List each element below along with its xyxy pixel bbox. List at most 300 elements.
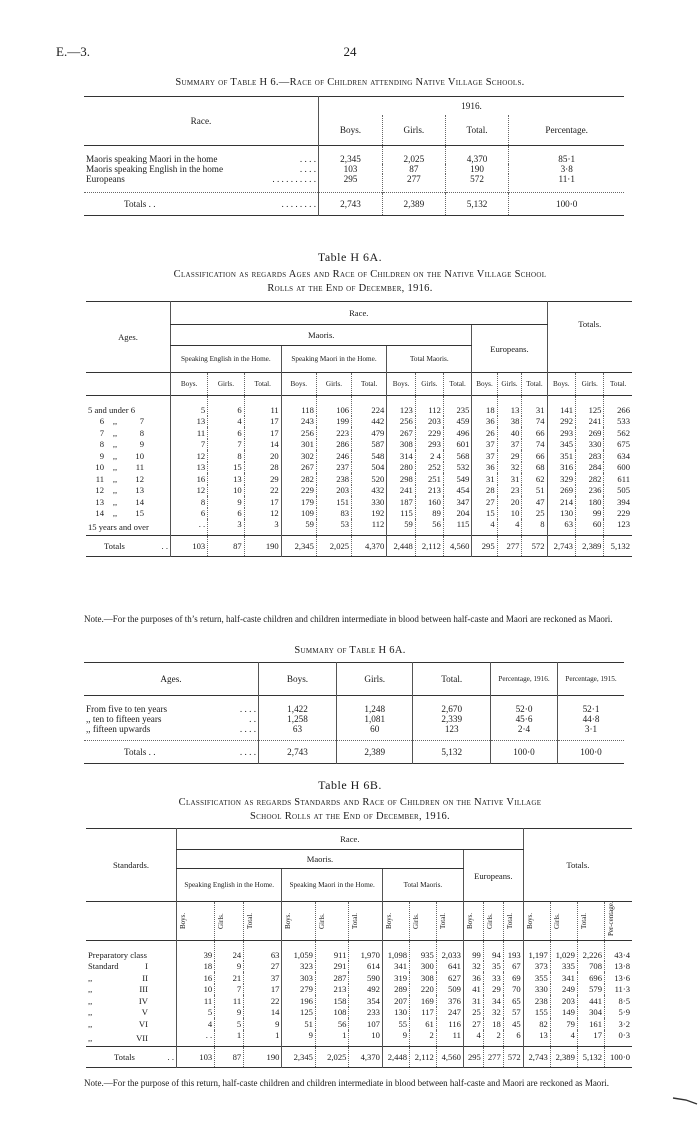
margin-mark-icon xyxy=(672,1094,698,1106)
table-row xyxy=(86,473,632,485)
table-cell: 532 xyxy=(443,462,471,474)
t4-caption-line2: School Rolls at the End of December, 1916. xyxy=(250,811,450,822)
table-cell: 9 xyxy=(215,1007,244,1019)
table-cell: 308 xyxy=(387,439,415,451)
t2-speak-english-header: Speaking English in the Home. xyxy=(171,346,282,373)
table-cell: 13 xyxy=(523,1030,550,1047)
t2-maoris-header: Maoris. xyxy=(171,325,472,346)
table-cell: 373 xyxy=(523,961,550,973)
table-cell: 193 xyxy=(503,941,523,961)
table-cell: 269 xyxy=(547,485,575,497)
table-cell: 51 xyxy=(282,1018,316,1030)
table-cell: 283 xyxy=(575,450,603,462)
table-cell: 611 xyxy=(604,473,632,485)
table-cell: 18 xyxy=(472,396,497,416)
table-cell: 82 xyxy=(523,1018,550,1030)
table-cell: 59 xyxy=(281,519,316,536)
table-cell: 298 xyxy=(387,473,415,485)
table-cell: 6 xyxy=(171,508,208,520)
table-cell: 32 xyxy=(463,961,483,973)
table-cell: 17 xyxy=(244,427,281,439)
t4-europeans-header: Europeans. xyxy=(463,850,523,902)
table-cell: 496 xyxy=(443,427,471,439)
row-label: 6 ,, 7 xyxy=(99,416,144,427)
table-cell: 267 xyxy=(387,427,415,439)
table-cell: 282 xyxy=(575,473,603,485)
table-cell: 1,970 xyxy=(349,941,383,961)
table-cell: 22 xyxy=(244,995,282,1007)
table-cell: 459 xyxy=(443,416,471,428)
t4-totals-header: Totals. xyxy=(523,829,632,902)
table-cell: 13 xyxy=(208,473,244,485)
table-cell: 29 xyxy=(483,984,503,996)
table-cell: 192 xyxy=(352,508,387,520)
table-cell: 214 xyxy=(547,496,575,508)
table-cell: 319 xyxy=(382,972,409,984)
table-cell: 16 xyxy=(177,972,215,984)
table-cell: 220 xyxy=(410,984,437,996)
table-cell: 238 xyxy=(316,473,351,485)
table-cell: 548 xyxy=(352,450,387,462)
row-label: 10 ,, 11 xyxy=(95,462,144,473)
table-cell: 351 xyxy=(547,450,575,462)
table-cell: 9 xyxy=(244,1018,282,1030)
table-cell: 303 xyxy=(282,972,316,984)
table-cell: 203 xyxy=(550,995,577,1007)
table-cell: 125 xyxy=(575,396,603,416)
table-cell: 708 xyxy=(577,961,604,973)
table-cell: 267 xyxy=(281,462,316,474)
table-cell: 269 xyxy=(575,427,603,439)
table-cell: 249 xyxy=(550,984,577,996)
table-cell: 63 xyxy=(547,519,575,536)
row-label: 5 and under 6 xyxy=(88,404,136,415)
table-cell: 9 xyxy=(208,496,244,508)
table-cell: 614 xyxy=(349,961,383,973)
table-cell: 229 xyxy=(281,485,316,497)
table-cell: 634 xyxy=(604,450,632,462)
table-cell: 509 xyxy=(436,984,463,996)
table-cell: 533 xyxy=(604,416,632,428)
table-cell: 279 xyxy=(282,984,316,996)
t4-total-maoris-header: Total Maoris. xyxy=(382,869,463,902)
table-cell: 291 xyxy=(315,961,349,973)
table-cell: 38 xyxy=(497,416,522,428)
t4-subheader-row: Boys. Girls. Total. Boys. Girls. Total. Boys. Girls. Total. Boys. Girls. Total. Boys. Girls. Total. Per-centage. xyxy=(86,902,632,941)
table-cell: 57 xyxy=(503,1007,523,1019)
table-cell: 911 xyxy=(315,941,349,961)
table-cell: 32 xyxy=(483,1007,503,1019)
table-cell: 354 xyxy=(349,995,383,1007)
table-cell: 1 xyxy=(315,1030,349,1047)
row-label: ,, V xyxy=(88,1007,148,1018)
table-cell: 6 xyxy=(208,427,244,439)
table-cell: 18 xyxy=(177,961,215,973)
row-label: ,, II xyxy=(88,972,148,983)
table-cell: 66 xyxy=(522,427,547,439)
table-cell: 4 xyxy=(497,519,522,536)
table-cell: 204 xyxy=(443,508,471,520)
row-label: 15 years and over xyxy=(88,522,149,532)
table-cell: 14 xyxy=(244,439,281,451)
t2-note: Note.—For the purposes of th’s return, half-caste children and children intermediate in blood between half-caste and Maori are reckoned as Maori. xyxy=(84,614,613,624)
table-cell: 8 xyxy=(171,496,208,508)
table-cell: 29 xyxy=(497,450,522,462)
table-cell: 520 xyxy=(352,473,387,485)
t2-total-maoris-header: Total Maoris. xyxy=(387,346,472,373)
table-cell: 0·3 xyxy=(605,1030,632,1047)
row-label: Preparatory class xyxy=(88,949,147,960)
table-cell: 330 xyxy=(523,984,550,996)
table-cell: 441 xyxy=(577,995,604,1007)
row-label: 13 ,, 14 xyxy=(95,496,144,507)
table-row xyxy=(86,941,632,961)
table-cell: 224 xyxy=(352,396,387,416)
table-cell: 8 xyxy=(208,450,244,462)
table-cell: 17 xyxy=(244,984,282,996)
table-row xyxy=(86,450,632,462)
table-cell: 31 xyxy=(463,995,483,1007)
table-cell: 7 xyxy=(171,439,208,451)
table-cell: 252 xyxy=(415,462,443,474)
t2-title: Table H 6A. xyxy=(317,250,383,264)
table-cell: 31 xyxy=(522,396,547,416)
table-cell: 696 xyxy=(577,972,604,984)
table-cell: 335 xyxy=(550,961,577,973)
table-cell: 59 xyxy=(387,519,415,536)
table-cell: 15 xyxy=(208,462,244,474)
table-row xyxy=(86,995,632,1007)
table-row: ,, ten to fifteen years . . 1,258 1,081 2,339 45·6 44·8 xyxy=(84,714,624,724)
table-cell: 549 xyxy=(443,473,471,485)
table-cell: 13 xyxy=(171,462,208,474)
t4-caption-line1: Classification as regards Standards and Race of Children on the Native Village xyxy=(178,797,542,808)
table-cell: 130 xyxy=(547,508,575,520)
table-cell: 341 xyxy=(382,961,409,973)
t2-race-header: Race. xyxy=(171,302,548,325)
table-cell: 169 xyxy=(410,995,437,1007)
table-cell: . . xyxy=(171,519,208,536)
table-cell: 45 xyxy=(503,1018,523,1030)
table-cell: 36 xyxy=(472,462,497,474)
table-cell: 196 xyxy=(282,995,316,1007)
table-cell: 69 xyxy=(503,972,523,984)
table-cell: 180 xyxy=(575,496,603,508)
table-cell: 5 xyxy=(177,1007,215,1019)
table-cell: 68 xyxy=(522,462,547,474)
table-cell: 36 xyxy=(472,416,497,428)
table-cell: 56 xyxy=(315,1018,349,1030)
page-number: 24 xyxy=(343,44,357,59)
table-cell: 301 xyxy=(281,439,316,451)
table-cell: 432 xyxy=(352,485,387,497)
t1-caption: Summary of Table H 6.—Race of Children attending Native Village Schools. xyxy=(175,77,525,88)
table-cell: 27 xyxy=(244,961,282,973)
table-cell: 302 xyxy=(281,450,316,462)
table-cell: 115 xyxy=(387,508,415,520)
table-cell: 236 xyxy=(575,485,603,497)
table-cell: 199 xyxy=(316,416,351,428)
table-cell: 27 xyxy=(463,1018,483,1030)
table-cell: 89 xyxy=(415,508,443,520)
t2-caption-line2: Rolls at the End of December, 1916. xyxy=(267,283,433,294)
table-cell: 223 xyxy=(316,427,351,439)
t3-caption: Summary of Table H 6A. xyxy=(294,645,406,656)
table-cell: 394 xyxy=(604,496,632,508)
t3-table: Ages. Boys. Girls. Total. Percentage, 1916. Percentage, 1915. From five to ten years . . . . 1,422 1,248 2,670 52·0 52·1 ,, ten to fifteen years . . 1,258 1,081 2,339 45·6 44·8 ,, fifteen upwards . . . . 63 60 123 2·4 3·1 Totals . . . . . . 2,743 2,389 5,132 100·0 100·0 xyxy=(84,662,624,764)
table-cell: 118 xyxy=(281,396,316,416)
table-cell: 355 xyxy=(523,972,550,984)
row-label: 7 ,, 8 xyxy=(99,427,144,438)
t1-race-header: Race. xyxy=(190,116,212,126)
table-cell: 627 xyxy=(436,972,463,984)
table-cell: 61 xyxy=(410,1018,437,1030)
table-cell: 7 xyxy=(215,984,244,996)
table-cell: 74 xyxy=(522,439,547,451)
table-cell: 4 xyxy=(208,416,244,428)
table-cell: 65 xyxy=(503,995,523,1007)
table-row xyxy=(86,1007,632,1019)
table-row xyxy=(86,972,632,984)
table-cell: 35 xyxy=(483,961,503,973)
table-totals-row: Totals . . 103 87 190 2,345 2,025 4,370 2,448 2,112 4,560 295 277 572 2,743 2,389 5,132 100·0 xyxy=(86,1046,632,1067)
table-cell: 18 xyxy=(483,1018,503,1030)
table-row xyxy=(86,462,632,474)
t4-table xyxy=(86,828,632,1068)
table-cell: 675 xyxy=(604,439,632,451)
row-label: Standard I xyxy=(88,961,148,972)
row-label: 11 ,, 12 xyxy=(95,473,144,484)
table-cell: 8·5 xyxy=(605,995,632,1007)
table-row xyxy=(86,496,632,508)
table-cell: 34 xyxy=(483,995,503,1007)
table-cell: 568 xyxy=(443,450,471,462)
t1-year-header: 1916. xyxy=(319,97,625,116)
table-cell: 149 xyxy=(550,1007,577,1019)
table-cell: 20 xyxy=(497,496,522,508)
table-cell: 479 xyxy=(352,427,387,439)
t1-col-total: Total. xyxy=(445,115,509,146)
table-cell: 376 xyxy=(436,995,463,1007)
t2-speak-maori-header: Speaking Maori in the Home. xyxy=(281,346,387,373)
table-cell: 251 xyxy=(415,473,443,485)
table-cell: 158 xyxy=(315,995,349,1007)
row-label: 14 ,, 15 xyxy=(95,508,144,519)
table-cell: 13·8 xyxy=(605,961,632,973)
table-cell: 590 xyxy=(349,972,383,984)
table-cell: 43·4 xyxy=(605,941,632,961)
table-cell: 11 xyxy=(244,396,281,416)
table-cell: 235 xyxy=(443,396,471,416)
table-cell: 56 xyxy=(415,519,443,536)
table-row xyxy=(86,508,632,520)
table-cell: 323 xyxy=(282,961,316,973)
table-cell: 8 xyxy=(522,519,547,536)
table-cell: . . xyxy=(177,1030,215,1047)
table-cell: 292 xyxy=(547,416,575,428)
table-cell: 37 xyxy=(497,439,522,451)
table-cell: 28 xyxy=(244,462,281,474)
table-cell: 67 xyxy=(503,961,523,973)
t2-subheader-row: Boys. Girls. Total. Boys. Girls. Total. Boys. Girls. Total. Boys. Girls. Total. Boys. Girls. Total. xyxy=(86,373,632,396)
table-cell: 308 xyxy=(410,972,437,984)
table-cell: 99 xyxy=(575,508,603,520)
table-cell: 13·6 xyxy=(605,972,632,984)
table-cell: 345 xyxy=(547,439,575,451)
table-row xyxy=(86,1018,632,1030)
table-cell: 32 xyxy=(497,462,522,474)
table-row: Europeans . . . . . . . . . . 295 277 572 11·1 xyxy=(84,174,624,193)
table-cell: 5 xyxy=(215,1018,244,1030)
t1-col-boys: Boys. xyxy=(319,115,383,146)
table-cell: 28 xyxy=(472,485,497,497)
table-cell: 280 xyxy=(387,462,415,474)
table-cell: 5 xyxy=(171,396,208,416)
table-cell: 11 xyxy=(215,995,244,1007)
t2-table xyxy=(86,301,632,557)
table-cell: 4 xyxy=(463,1030,483,1047)
table-cell: 238 xyxy=(523,995,550,1007)
table-cell: 15 xyxy=(472,508,497,520)
table-cell: 10 xyxy=(177,984,215,996)
table-cell: 63 xyxy=(244,941,282,961)
table-cell: 14 xyxy=(244,1007,282,1019)
table-row: ,, fifteen upwards . . . . 63 60 123 2·4 3·1 xyxy=(84,724,624,741)
table-totals-row: Totals . . 103 87 190 2,345 2,025 4,370 2,448 2,112 4,560 295 277 572 2,743 2,389 5,132 xyxy=(86,536,632,557)
table-cell: 282 xyxy=(281,473,316,485)
document-code: E.—3. xyxy=(56,44,90,59)
table-cell: 287 xyxy=(315,972,349,984)
table-cell: 492 xyxy=(349,984,383,996)
table-cell: 99 xyxy=(463,941,483,961)
table-cell: 125 xyxy=(282,1007,316,1019)
table-cell: 4 xyxy=(472,519,497,536)
table-cell: 151 xyxy=(316,496,351,508)
table-cell: 2 xyxy=(483,1030,503,1047)
table-cell: 293 xyxy=(415,439,443,451)
table-cell: 112 xyxy=(415,396,443,416)
table-cell: 347 xyxy=(443,496,471,508)
table-cell: 10 xyxy=(208,485,244,497)
table-cell: 123 xyxy=(387,396,415,416)
t1-table xyxy=(84,96,624,216)
table-cell: 115 xyxy=(443,519,471,536)
table-row xyxy=(86,984,632,996)
table-cell: 1 xyxy=(244,1030,282,1047)
t4-speak-maori-header: Speaking Maori in the Home. xyxy=(282,869,383,902)
table-cell: 241 xyxy=(387,485,415,497)
table-cell: 641 xyxy=(436,961,463,973)
table-cell: 6 xyxy=(208,396,244,416)
table-cell: 70 xyxy=(503,984,523,996)
table-row xyxy=(86,519,632,536)
table-cell: 2,226 xyxy=(577,941,604,961)
table-cell: 37 xyxy=(244,972,282,984)
table-cell: 11 xyxy=(171,427,208,439)
table-cell: 2 xyxy=(410,1030,437,1047)
table-cell: 16 xyxy=(171,473,208,485)
table-cell: 600 xyxy=(604,462,632,474)
table-row: From five to ten years . . . . 1,422 1,248 2,670 52·0 52·1 xyxy=(84,696,624,715)
table-cell: 53 xyxy=(316,519,351,536)
table-cell: 141 xyxy=(547,396,575,416)
table-cell: 94 xyxy=(483,941,503,961)
table-cell: 41 xyxy=(463,984,483,996)
table-cell: 123 xyxy=(604,519,632,536)
table-cell: 2 4 xyxy=(415,450,443,462)
table-row xyxy=(86,427,632,439)
table-cell: 9 xyxy=(215,961,244,973)
table-cell: 11 xyxy=(436,1030,463,1047)
table-cell: 203 xyxy=(415,416,443,428)
table-cell: 454 xyxy=(443,485,471,497)
table-cell: 37 xyxy=(472,439,497,451)
table-row xyxy=(86,416,632,428)
table-cell: 25 xyxy=(463,1007,483,1019)
table-cell: 1 xyxy=(215,1030,244,1047)
table-cell: 12 xyxy=(171,450,208,462)
table-cell: 579 xyxy=(577,984,604,996)
table-cell: 17 xyxy=(577,1030,604,1047)
table-cell: 241 xyxy=(575,416,603,428)
table-totals-row: Totals . . . . . . 2,743 2,389 5,132 100·0 100·0 xyxy=(84,741,624,764)
table-cell: 316 xyxy=(547,462,575,474)
t1-col-pct: Percentage. xyxy=(509,115,624,146)
table-cell: 229 xyxy=(604,508,632,520)
table-cell: 293 xyxy=(547,427,575,439)
t4-speak-english-header: Speaking English in the Home. xyxy=(177,869,282,902)
table-cell: 587 xyxy=(352,439,387,451)
table-cell: 935 xyxy=(410,941,437,961)
table-cell: 47 xyxy=(522,496,547,508)
table-cell: 304 xyxy=(577,1007,604,1019)
t4-maoris-header: Maoris. xyxy=(177,850,464,869)
table-cell: 341 xyxy=(550,972,577,984)
table-cell: 203 xyxy=(316,485,351,497)
t4-title: Table H 6B. xyxy=(318,778,382,792)
table-cell: 247 xyxy=(436,1007,463,1019)
row-label: 12 ,, 13 xyxy=(95,485,144,496)
table-cell: 106 xyxy=(316,396,351,416)
table-cell: 33 xyxy=(483,972,503,984)
table-cell: 6 xyxy=(208,508,244,520)
table-cell: 107 xyxy=(349,1018,383,1030)
table-cell: 330 xyxy=(352,496,387,508)
table-row xyxy=(86,485,632,497)
t2-totals-header: Totals. xyxy=(547,302,632,346)
table-cell: 11 xyxy=(177,995,215,1007)
table-cell: 160 xyxy=(415,496,443,508)
table-cell: 179 xyxy=(281,496,316,508)
table-cell: 1,197 xyxy=(523,941,550,961)
table-cell: 22 xyxy=(244,485,281,497)
table-cell: 562 xyxy=(604,427,632,439)
table-cell: 12 xyxy=(244,508,281,520)
table-cell: 79 xyxy=(550,1018,577,1030)
table-cell: 6 xyxy=(503,1030,523,1047)
table-cell: 329 xyxy=(547,473,575,485)
table-cell: 116 xyxy=(436,1018,463,1030)
table-cell: 2,033 xyxy=(436,941,463,961)
table-cell: 601 xyxy=(443,439,471,451)
t2-europeans-header: Europeans. xyxy=(472,325,547,373)
table-cell: 286 xyxy=(316,439,351,451)
table-cell: 505 xyxy=(604,485,632,497)
table-cell: 31 xyxy=(472,473,497,485)
table-cell: 237 xyxy=(316,462,351,474)
table-cell: 9 xyxy=(382,1030,409,1047)
table-cell: 155 xyxy=(523,1007,550,1019)
